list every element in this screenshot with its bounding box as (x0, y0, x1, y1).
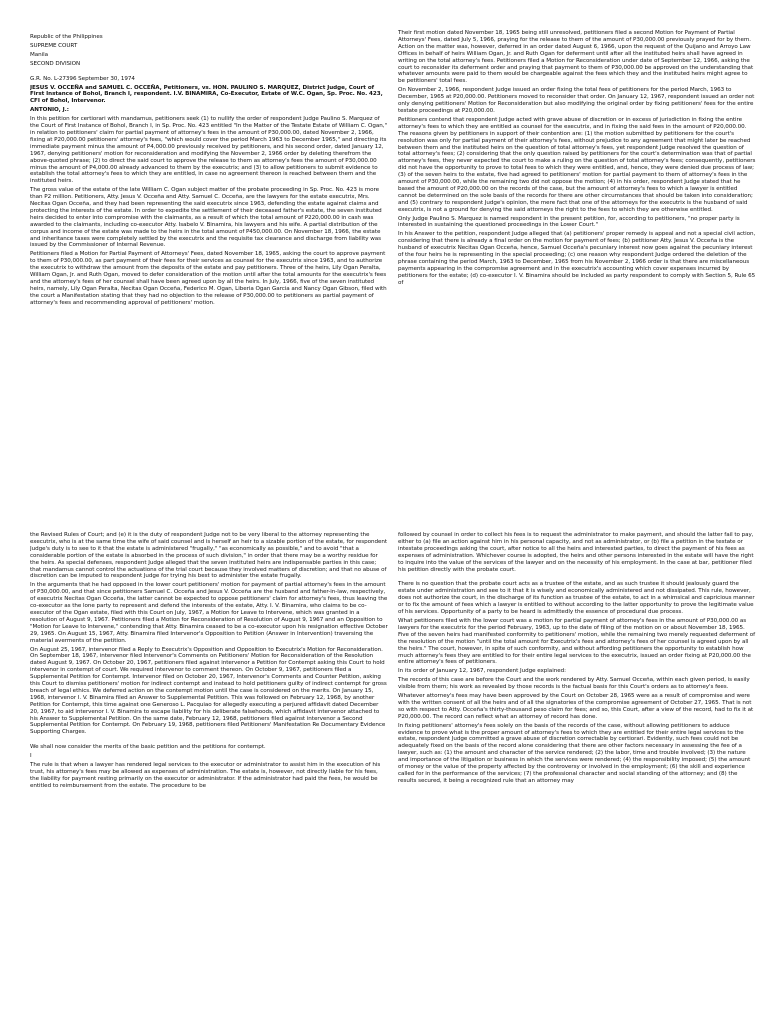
paragraph: In his Answer to the petition, respondent Judge alleged that (a) petitioners' proper remedy is appeal and not a special civil action, considering that there is already a final order on the motion for payment of fees; (b) petitioner Atty. Jesus V. Occeña is the husband of executrix Necitas Ogan Occeña, hence, Samuel Occeña's pecuniary interest now goes against the pecuniary interest of the four heirs he is representing in the special proceeding; (c) one reason why respondent Judge ordered the deletion of the phrase containing the period March, 1963 to December, 1965 from his November 2, 1966 order is that there are miscellaneous payments appearing in the compromise agreement and in the executrix's accounting which cover expenses incurred by petitioners for the estate; (d) co-executor I. V. Binamira should be included as party respondent to comply with Section 5, Rule 65 of (398, 231, 756, 286)
paragraph: the Revised Rules of Court; and (e) it is the duty of respondent Judge not to be very liberal to the attorney representing the executrix, who is at the same time the wife of said counsel and is herself an heir to a sizable portion of the estate, for respondent Judge's duty is to see to it that the estate is administered "frugally," "as economically as possible," and to avoid "that a considerable portion of the estate is absorbed in the process of such division," in order that there may be a worthy residue for the heirs. As special defenses, respondent Judge alleged that the seven instituted heirs are indispensable parties in this case; that mandamus cannot control the actuations of the trial court because they involved matters of discretion; and that no abuse of discretion can be imputed to respondent Judge for trying his best to administer the estate frugally. (30, 532, 388, 580)
header-republic: Republic of the Philippines (30, 34, 103, 40)
column-top-right (398, 30, 756, 478)
column-top-left (30, 34, 388, 474)
header-court: SUPREME COURT (30, 42, 78, 49)
paragraph: Petitioners contend that respondent Judge acted with grave abuse of discretion or in excess of jurisdiction in fixing the entire attorney's fees to which they are entitled as counsel for the executrix, and in fixing the said fees in the amount of P20,000.00. The reasons given by petitioners in support of their contention are: (1) the motion submitted by petitioners for the court's resolution was only for partial payment of their attorney's fees, without prejudice to any agreement that might later be reached between them and the instituted heirs on the question of total attorney's fees, yet respondent Judge resolved the question of total attorney's fees; (2) considering that the only question raised by petitioners for the court's determination was that of partial attorney's fees, they never expected the court to make a ruling on the question of total attorney's fees; consequently, petitioners did not have the opportunity to prove to total fees to which they were entitled, and, hence, they were denied due process of law; (3) of the seven heirs to the estate, five had agreed to petitioners' motion for partial payment to them of attorney's fees in the amount of P30,000.00, while the remaining two did not oppose the motion; (4) in his order, respondent Judge stated that he based the amount of P20,000.00 on the records of the case, but the amount of attorney's fees to which a lawyer is entitled cannot be determined on the sole basis of the records for there are other circumstances that should be taken into consideration; and (5) contrary to respondent Judge's opinion, the mere fact that one of the attorneys for the executrix is the husband of said executrix, is not a ground for denying the said attorneys the right to the fees to which they are otherwise entitled. (398, 116, 756, 213)
case-number: G.R. No. L-27396 September 30, 1974 (30, 75, 135, 82)
paragraph: The gross value of the estate of the late William C. Ogan subject matter of the probate proceeding in Sp. Proc. No. 423 is more than P2 million. Petitioners, Atty. Jesus V. Occeña and Atty. Samuel C. Occeña, are the lawyers for the estate executrix, Mrs. Necitas Ogan Occeña, and they had been representing the said executrix since 1963, defending the estate against claims and protecting the interests of the estate. In order to expedite the settlement of their deceased father's estate, the seven instituted heirs decided to enter into compromise with the claimants, as a result of which the total amount of P220,000.00 in cash was awarded to the claimants, including co-executor Atty. Isabelo V. Binamira, his lawyers and his wife. A partial distribution of the corpus and income of the estate was made to the heirs in the total amount of P450,000.00. On November 18, 1966, the estate and inheritance taxes were completely settled by the executrix and the requisite tax clearance and discharge from liability was issued by the Commissioner of Internal Revenue. (30, 187, 382, 249)
case-parties: JESUS V. OCCEÑA and SAMUEL C. OCCEÑA, Petitioners, vs. HON. PAULINO S. MARQUEZ, District Judge, Court of First Instance of Bohol, Branch I, respondent. I.V. BINAMIRA, Co-Executor, Estate of W.C. Ogan, Sp. Proc. No. 423, CFI of Bohol, Intervenor. (30, 84, 383, 105)
header-place: Manila (30, 51, 49, 58)
paragraph: There is no question that the probate court acts as a trustee of the estate, and as such trustee it should jealously guard the estate under administration and see to it that it is wisely and economically administered and not dissipated. This rule, however, does not authorize the court, in the discharge of its function as trustee of the estate, to act in a whimsical and capricious manner or to fix the amount of fees which a lawyer is entitled to without according to the latter opportunity to prove the legitimate value of his services. Opportunity of a party to be heard is admittedly the essence of procedural due process. (398, 581, 755, 616)
paragraph: Petitioners filed a Motion for Partial Payment of Attorneys' Fees, dated November 18, 1965, asking the court to approve payment to them of P30,000.00, as part payment of their fees for their services as counsel for the executrix since 1963, and to authorize the executrix to withdraw the amount from the deposits of the estate and pay petitioners. Three of the heirs, Lily Ogan Peralta, William Ogan, Jr. and Ruth Ogan, moved to defer consideration of the motion until after the total amounts for the executrix's fees and the attorney's fees of her counsel shall have been agreed upon by all the heirs. In July, 1966, five of the seven instituted heirs, namely, Lily Ogan Peralta, Necitas Ogan Occeña, Federico M. Ogan, Liberia Ogan Garcia and Nancy Ogan Gibson, filed with the court a Manifestation stating that they had no objection to the release of P30,000.00 to petitioners as partial payment of attorney's fees and recommending approval of petitioners' motion. (30, 251, 387, 306)
quoted-paragraph: Whatever attorney's fees may have been approved by the Court on October 28, 1965 were as a result of compromise and were with the written consent of all the heirs and of all the signatories of the compromise agreement of October 27, 1965. That is not so with respect to Atty. Occeña's thirty-thousand peso claim for fees; and so, this Court, after a view of the record, had to fix it at P20,000.00. The record can reflect what an attorney of record has done. (398, 693, 754, 720)
column-bottom-right (398, 532, 756, 1022)
paragraph: What petitioners filed with the lower court was a motion for partial payment of attorney's fees in the amount of P30,000.00 as lawyers for the executrix for the period February, 1963, up to the date of filing of the motion on or about November 18, 1965. Five of the seven heirs had manifested conformity to petitioners' motion, while the remaining two merely requested deferment of the resolution of the motion "until the total amount for Executrix's fees and attorney's fees of her counsel is agreed upon by all the heirs." The court, however, in spite of such conformity, and without affording petitioners the opportunity to establish how much attorney's fees they are entitled to for their entire legal services to the executrix, issued an order fixing at P20,000.00 the entire attorney's fees of petitioners. (398, 617, 756, 666)
header-division: SECOND DIVISION (30, 60, 81, 67)
paragraph: In this petition for certiorari with mandamus, petitioners seek (1) to nullify the order of respondent Judge Paulino S. Marquez of the Court of First Instance of Bohol, Branch I, in Sp. Proc. No. 423 entitled "In the Matter of the Testate Estate of William C. Ogan," in relation to petitioners' claim for partial payment of attorney's fees in the amount of P30,000.00, dated November 2, 1966, fixing at P20,000.00 petitioners' attorney's fees, "which would cover the period March 1963 to December 1965," and directing its immediate payment minus the amount of P4,000.00 previously received by petitioners, and his second order, dated January 12, 1967, denying petitioners' motion for reconsideration and modifying the November 2, 1966 order by deleting therefrom the above-quoted phrase; (2) to direct the said court to approve the release to them as attorney's fees the amount of P30,000.00 minus the amount of P4,000.00 already advanced to them by the executrix; and (3) to allow petitioners to submit evidence to establish the total attorney's fees to which they are entitled, in case no agreement thereon is reached between them and the instituted heirs. (30, 116, 387, 185)
paragraph: In the arguments that he had opposed in the lower court petitioners' motion for payment of partial attorney's fees in the amount of P30,000.00, and that since petitioners Samuel C. Occeña and Jesus V. Occeña are the husband and father-in-law, respectively, of executrix Necitas Ogan Occeña, the latter cannot be expected to oppose petitioners' claim for attorney's fees, thus leaving the co-executor as the lone party to represent and defend the interests of the estate, Atty. I. V. Binamira, who claims to be co-executor of the Ogan estate, filed with this Court on July, 1967, a Motion for Leave to Intervene, which was granted in a resolution of August 9, 1967. Petitioners filed a Motion for Reconsideration of Resolution of August 9, 1967 and an Opposition to "Motion for Leave to Intervene," contending that Atty. Binamira ceased to be a co-executor upon his resignation effective October 29, 1965. On August 15, 1967, Atty. Binamira filed Intervenor's Opposition to Petition (Answer in Intervention) traversing the material averments of the petition. (30, 582, 388, 644)
paragraph: Their first motion dated November 18, 1965 being still unresolved, petitioners filed a second Motion for Payment of Partial Attorneys' Fees, dated July 5, 1966, praying for the release to them of the amount of P30,000.00 previously prayed for by them. Action on the matter was, however, deferred in an order dated August 6, 1966, upon the request of the Quijano and Arroyo Law Offices in behalf of heirs William Ogan, Jr. and Ruth Ogan for deferment until after all the instituted heirs shall have agreed in writing on the total attorney's fees. Petitioners filed a Motion for Reconsideration under date of September 12, 1966, asking the court to reconsider its deferment order and praying that payment to them of P30,000.00 be approved on the understanding that whatever amounts were paid to them would be chargeable against the fees which they and the instituted heirs might agree to be petitioners' total fees. (398, 30, 754, 85)
paragraph: followed by counsel in order to collect his fees is to request the administrator to make payment, and should the latter fail to pay, either to (a) file an action against him in his personal capacity, and not as administrator, or (b) file a petition in the testate or intestate proceedings asking the court, after notice to all the heirs and interested parties, to direct the payment of his fees as expenses of administration. Whichever course is adopted, the heirs and other persons interested in the estate will have the right to inquire into the value of the services of the lawyer and on the necessity of his employment. In the case at bar, petitioner filed his petition directly with the probate court. (398, 532, 754, 573)
paragraph: Only Judge Paulino S. Marquez is named respondent in the present petition, for, according to petitioners, "no proper party is interested in sustaining the questioned proceedings in the Lower Court." (398, 215, 740, 229)
paragraph: In its order of January 12, 1967, respondent Judge explained: (398, 668, 566, 675)
paragraph: On November 2, 1966, respondent Judge issued an order fixing the total fees of petitioners for the period March, 1963 to December, 1965 at P20,000.00. Petitioners moved to reconsider that order. On January 12, 1967, respondent issued an order not only denying petitioners' Motion for Reconsideration but also modifying the original order by fixing petitioners' fees for the entire testate proceedings at P20,000.00. (398, 87, 755, 114)
quoted-paragraph: The records of this case are before the Court and the work rendered by Atty. Samuel Occeña, within each given period, is easily visible from them; his work as revealed by those records is the factual basis for this Court's orders as to attorney's fees. (398, 677, 750, 691)
paragraph: In fixing petitioners' attorney's fees solely on the basis of the records of the case, without allowing petitioners to adduce evidence to prove what is the proper amount of attorney's fees to which they are entitled for their entire legal services to the estate, respondent Judge committed a grave abuse of discretion correctable by certiorari. Evidently, such fees could not be adequately fixed on the basis of the record alone considering that there are other factors necessary in assessing the fee of a lawyer, such as: (1) the amount and character of the service rendered; (2) the labor, time and trouble involved; (3) the nature and importance of the litigation or business in which the services were rendered; (4) the responsibility imposed; (5) the amount of money or the value of the property affected by the controversy or involved in the employment; (6) the skill and experience called for in the performance of the services; (7) the professional character and social standing of the attorney; and (8) the results secured, it being a recognized rule that an attorney may (398, 722, 751, 784)
column-bottom-left (30, 532, 388, 1022)
section-number: I (30, 753, 32, 760)
paragraph: We shall now consider the merits of the basic petition and the petitions for contempt. (30, 744, 266, 751)
paragraph: The rule is that when a lawyer has rendered legal services to the executor or administrator to assist him in the execution of his trust, his attorney's fees may be allowed as expenses of administration. The estate is, however, not directly liable for his fees, the liability for payment resting primarily on the executor or administrator. If the administrator had paid the fees, he would be entitled to reimbursement from the estate. The procedure to be (30, 762, 381, 789)
paragraph: On August 25, 1967, intervenor filed a Reply to Executrix's Opposition and Opposition to Executrix's Motion for Reconsideration. On September 18, 1967, intervenor filed Intervenor's Comments on Petitioners' Motion for Reconsideration of the Resolution dated August 9, 1967. On October 20, 1967, petitioners filed against intervenor a Petition for Contempt asking this Court to hold intervenor in contempt of court. We required intervenor to comment thereon. On October 9, 1967, petitioners filed a Supplemental Petition for Contempt. Intervenor filed on October 20, 1967, Intervenor's Comments and Counter Petition, asking this Court to dismiss petitioners' motion for indirect contempt and instead to hold petitioners guilty of indirect contempt for gross breach of legal ethics. We deferred action on the contempt motion until the case is considered on the merits. On January 15, 1968, intervenor I. V. Binamira filed an Answer to Supplemental Petition. This was followed on February 12, 1968, by another Petition for Contempt, this time against one Generoso L. Pacquiao for allegedly executing a perjured affidavit dated December 20, 1967, to aid intervenor I. V. Binamira to escape liability for his deliberate falsehoods, which affidavit intervenor attached to his Answer to Supplemental Petition. On the same date, February 12, 1968, petitioners filed against intervenor a Second Supplemental Petition for Contempt. On February 19, 1968, petitioners filed Petitioners' Manifestation Re Documentary Evidence Supporting Charges. (30, 646, 387, 736)
ponente: ANTONIO, J.: (30, 107, 69, 114)
